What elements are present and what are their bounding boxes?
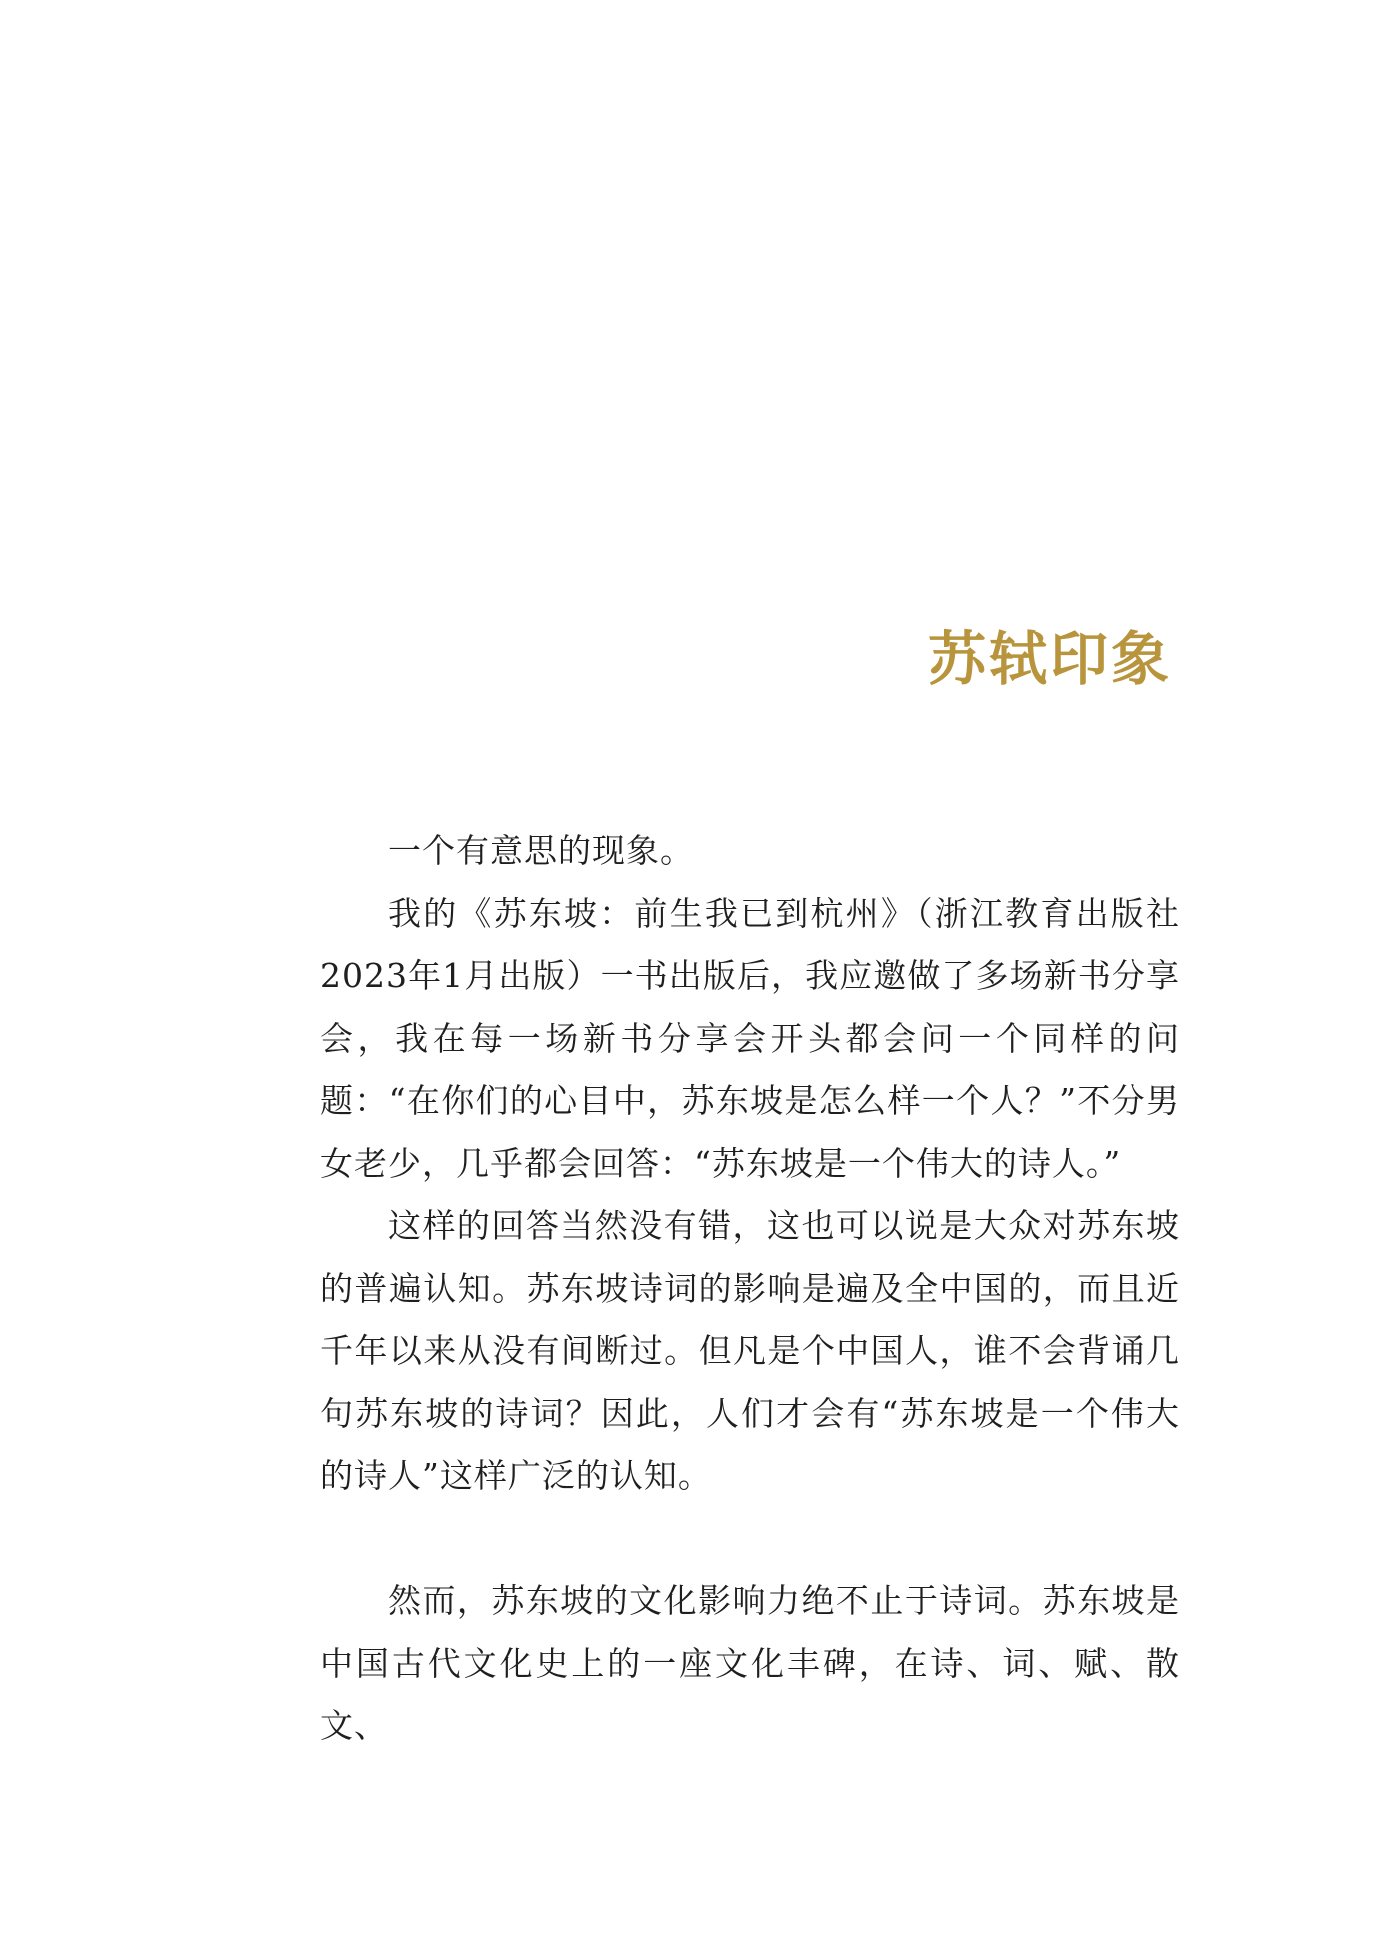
paragraph-4: 然而，苏东坡的文化影响力绝不止于诗词。苏东坡是中国古代文化史上的一座文化丰碑，在诗、词、赋、散文、 <box>320 1581 1180 1745</box>
body-text-block-2 <box>320 1570 1180 1758</box>
chapter-title: 苏轼印象 <box>927 625 1172 693</box>
paragraph-3: 这样的回答当然没有错，这也可以说是大众对苏东坡的普遍认知。苏东坡诗词的影响是遍及全中国的，而且近千年以来从没有间断过。但凡是个中国人，谁不会背诵几句苏东坡的诗词？因此，人们才会有“苏东坡是一个伟大的诗人”这样广泛的认知。 <box>320 1206 1180 1495</box>
paragraph-1: 一个有意思的现象。 <box>388 831 694 870</box>
paragraph-2: 我的《苏东坡：前生我已到杭州》（浙江教育出版社2023年1月出版）一书出版后，我应邀做了多场新书分享会，我在每一场新书分享会开头都会问一个同样的问题：“在你们的心目中，苏东坡是怎么样一个人？”不分男女老少，几乎都会回答：“苏东坡是一个伟大的诗人。” <box>320 893 1180 1183</box>
body-text-block-1 <box>320 820 1180 1508</box>
